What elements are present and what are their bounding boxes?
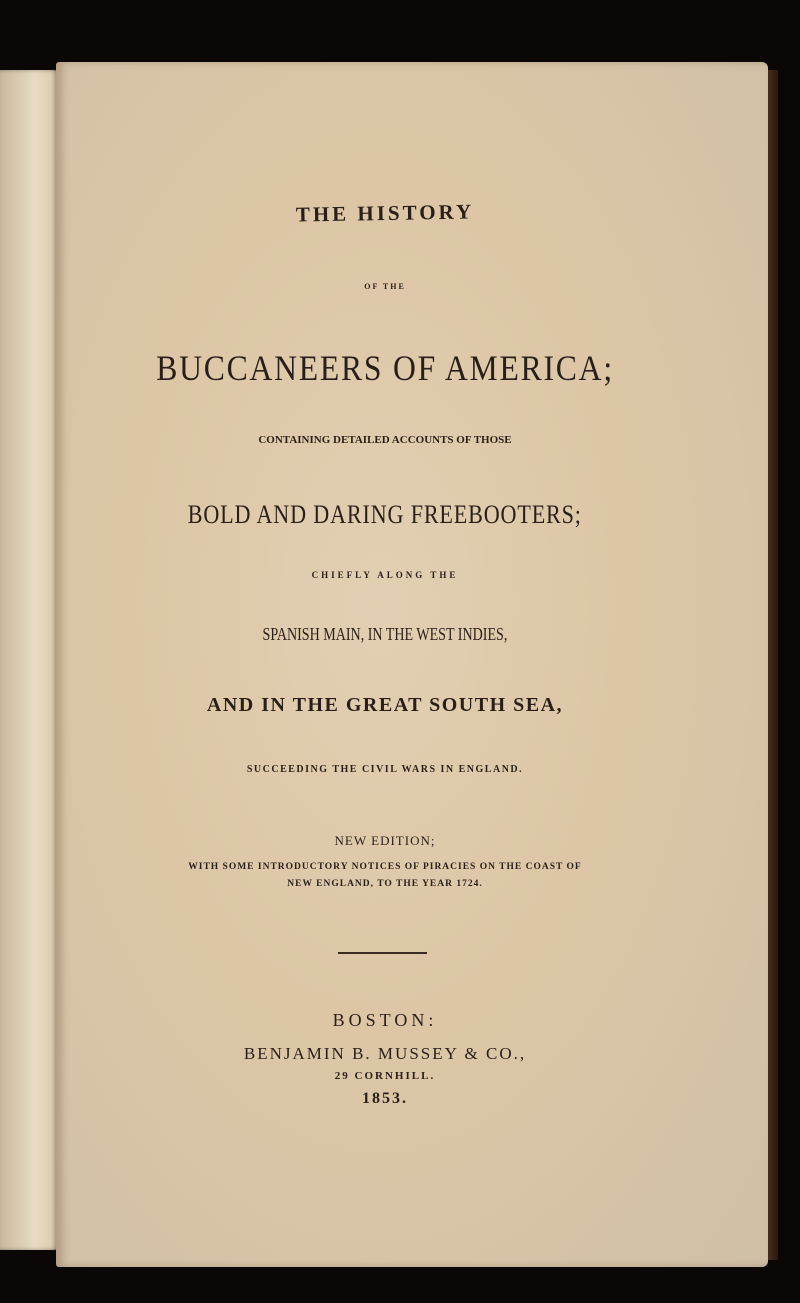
subtitle-civil-wars: SUCCEEDING THE CIVIL WARS IN ENGLAND. (246, 764, 524, 775)
divider-rule (338, 952, 427, 954)
title-page (56, 62, 768, 1267)
subtitle-spanish-main: SPANISH MAIN, IN THE WEST INDIES, (262, 624, 508, 644)
imprint-address: 29 CORNHILL. (334, 1070, 436, 1082)
imprint-publisher: BENJAMIN B. MUSSEY & CO., (243, 1044, 527, 1063)
notice-line-1: WITH SOME INTRODUCTORY NOTICES OF PIRACIES ON THE COAST OF (188, 862, 582, 872)
title-main-buccaneers: BUCCANEERS OF AMERICA; (156, 348, 614, 388)
subtitle-freebooters: BOLD AND DARING FREEBOOTERS; (187, 500, 583, 529)
title-line-of-the: OF THE (364, 282, 406, 291)
notice-line-2: NEW ENGLAND, TO THE YEAR 1724. (287, 879, 483, 889)
imprint-city: BOSTON: (332, 1010, 438, 1030)
subtitle-chiefly: CHIEFLY ALONG THE (311, 570, 459, 580)
title-line-history: THE HISTORY (295, 199, 475, 227)
edition-label: NEW EDITION; (334, 833, 436, 848)
subtitle-containing: CONTAINING DETAILED ACCOUNTS OF THOSE (258, 434, 512, 446)
imprint-year: 1853. (362, 1090, 408, 1107)
subtitle-south-sea: AND IN THE GREAT SOUTH SEA, (206, 694, 564, 716)
